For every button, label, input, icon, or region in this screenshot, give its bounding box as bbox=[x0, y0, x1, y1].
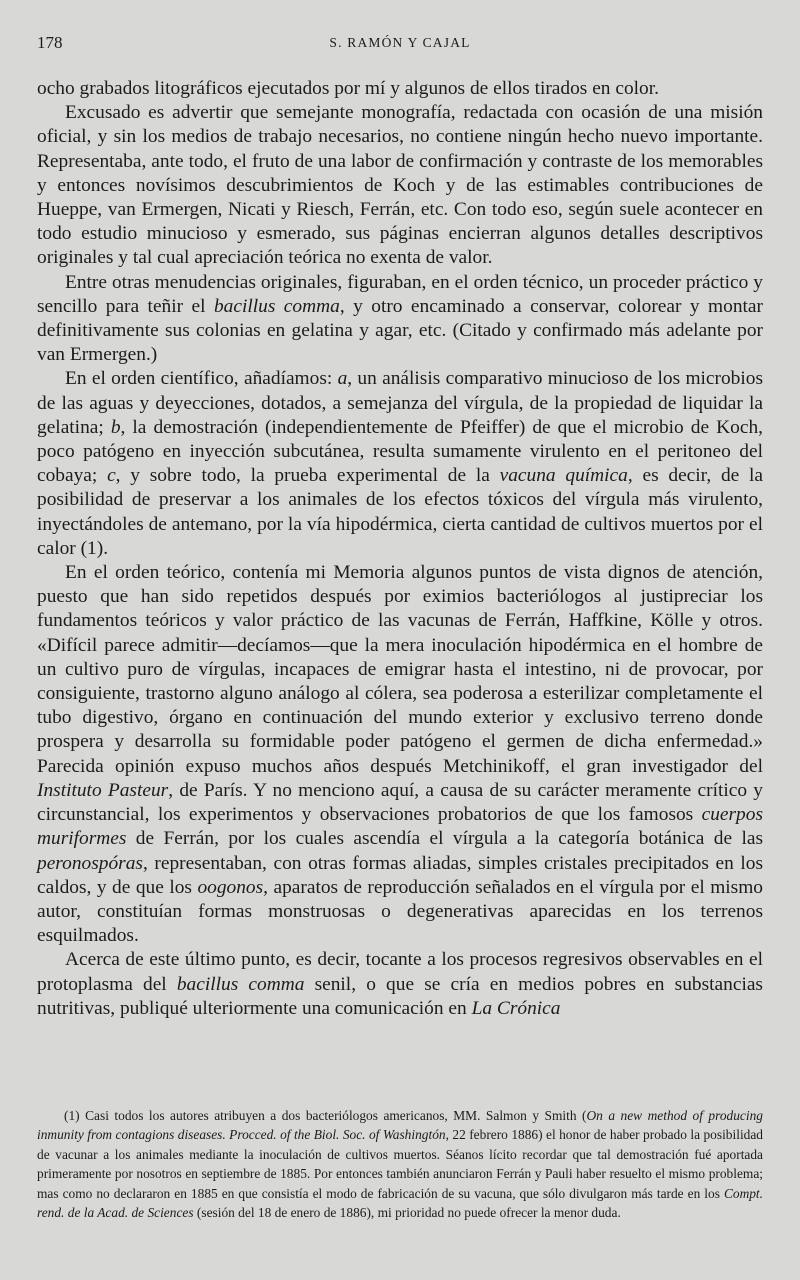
text-run: (sesión del 18 de enero de 1886), mi prioridad no puede ofrecer la menor duda. bbox=[193, 1205, 621, 1221]
italic-term: b bbox=[110, 416, 121, 438]
text-run: senil, o que se cría en medios pobres en substancias nutritivas, publiqué ulteriormente una comunicación en bbox=[37, 973, 763, 1019]
text-run: En el orden científico, añadíamos: bbox=[65, 368, 338, 390]
paragraph-1 bbox=[37, 77, 763, 101]
italic-term: vacuna química bbox=[499, 465, 628, 487]
text-run: , 22 febrero 1886) el honor de haber probado la posibilidad de vacunar a los animales mediante la inoculación de cultivos muertos. Séanos lícito recordar que tal demostración fué aportada primeramente por nosotros en septiembre de 1885. Por entonces también anunciaron Ferrán y Pauli haber resuelto el mismo problema; mas como no declararon en 1885 en que consistía el modo de fabricación de su vacuna, que sólo divulgaron más tarde en los bbox=[37, 1127, 763, 1201]
italic-term: bacillus comma bbox=[176, 973, 305, 995]
italic-term: La Crónica bbox=[471, 997, 561, 1019]
text-run: Excusado es advertir que semejante monografía, redactada con ocasión de una misión oficial, y sin los medios de trabajo necesarios, no contiene ningún hecho nuevo importante. Representaba, ante todo, el fruto de una labor de confirmación y contraste de los memorables y entonces novísimos descubrimientos de Koch y de las estimables contribuciones de Hueppe, van Ermergen, Nicati y Riesch, Ferrán, etc. Con todo eso, según suele acontecer en todo estudio minucioso y esmerado, sus páginas encierran algunos detalles descriptivos originales y tal cual apreciación teórica no exenta de valor. bbox=[37, 102, 763, 269]
italic-term: a bbox=[337, 368, 348, 390]
paragraph-4 bbox=[37, 367, 763, 561]
text-run: , la demostración (independientemente de Pfeiffer) de que el microbio de Koch, poco patógeno en inyección subcutánea, resulta sumamente virulento en el peritoneo del cobaya; bbox=[37, 416, 764, 487]
page-header bbox=[37, 33, 763, 57]
text-run: , aparatos de reproducción señalados en el vírgula por el mismo autor, constituían formas monstruosas o degenerativas aparecidas en los terrenos esquilmados. bbox=[37, 876, 763, 947]
body-text bbox=[37, 77, 763, 1021]
text-run: ocho grabados litográficos ejecutados por mí y algunos de ellos tirados en color. bbox=[37, 78, 659, 99]
text-run: de Ferrán, por los cuales ascendía el vírgula a la categoría botánica de las bbox=[126, 828, 763, 850]
page-number: 178 bbox=[37, 33, 63, 52]
text-run: , y otro encaminado a conservar, colorear y montar definitivamente sus colonias en gelatina y agar, etc. (Citado y confirmado más adelante por van Ermergen.) bbox=[37, 295, 763, 366]
italic-term: cuerpos muriformes bbox=[37, 804, 763, 850]
italic-term: peronospóras bbox=[37, 852, 143, 874]
running-head: S. RAMÓN Y CAJAL bbox=[329, 35, 471, 50]
paragraph-5 bbox=[37, 561, 763, 948]
italic-term: c bbox=[107, 465, 116, 487]
footnote-block bbox=[37, 1106, 763, 1222]
italic-citation: Compt. rend. de la Acad. de Sciences bbox=[37, 1185, 763, 1221]
text-run: , es decir, de la posibilidad de preservar a los animales de los efectos tóxicos del vírgula más virulento, inyectándoles de antemano, por la vía hipodérmica, cierta cantidad de cultivos muertos por el calor (1). bbox=[37, 465, 764, 559]
text-run: Entre otras menudencias originales, figuraban, en el orden técnico, un proceder práctico y sencillo para teñir el bbox=[37, 271, 763, 317]
text-run: , un análisis comparativo minucioso de los microbios de las aguas y deyecciones, dotados, a semejanza del vírgula, de la propiedad de liquidar la gelatina; bbox=[37, 368, 763, 438]
paragraph-2 bbox=[37, 101, 763, 270]
text-run: , y sobre todo, la prueba experimental de la bbox=[115, 465, 500, 487]
italic-term: oogonos bbox=[197, 876, 264, 898]
text-run: , de París. Y no menciono aquí, a causa de su carácter meramente crítico y circunstancial, los experimentos y observaciones probatorios de que los famosos bbox=[37, 779, 763, 826]
footnote-1 bbox=[37, 1106, 763, 1222]
paragraph-6 bbox=[37, 948, 763, 1021]
text-run: En el orden teórico, contenía mi Memoria algunos puntos de vista dignos de atención, puesto que han sido repetidos después por eximios bacteriólogos al justipreciar los fundamentos teóricos y valor práctico de las vacunas de Ferrán, Haffkine, Kölle y otros. «Difícil parece admitir—decíamos—que la mera inoculación hipodérmica en el hombre de un cultivo puro de vírgulas, incapaces de emigrar hasta el intestino, ni de provocar, por consiguiente, trastorno alguno análogo al cólera, sea poderosa a esterilizar completamente el tubo digestivo, órgano en continuación del mundo exterior y exclusivo terreno donde prospera y desarrolla su formidable poder patógeno el germen de dicha enfermedad.» Parecida opinión expuso muchos años después Metchinikoff, el gran investigador del bbox=[37, 562, 763, 777]
text-run: (1) Casi todos los autores atribuyen a dos bacteriólogos americanos, MM. Salmon y Smith ( bbox=[64, 1108, 587, 1123]
paragraph-3 bbox=[37, 271, 763, 368]
italic-term: Instituto Pasteur bbox=[37, 779, 169, 801]
italic-term: bacillus comma bbox=[213, 295, 340, 317]
text-run: , representaban, con otras formas aliadas, simples cristales precipitados en los caldos, y de que los bbox=[37, 852, 763, 898]
italic-citation: On a new method of producing inmunity from contagions diseases. Procced. of the Biol. Soc. of Washingtón bbox=[37, 1108, 763, 1143]
text-run: Acerca de este último punto, es decir, tocante a los procesos regresivos observables en el protoplasma del bbox=[37, 949, 763, 995]
